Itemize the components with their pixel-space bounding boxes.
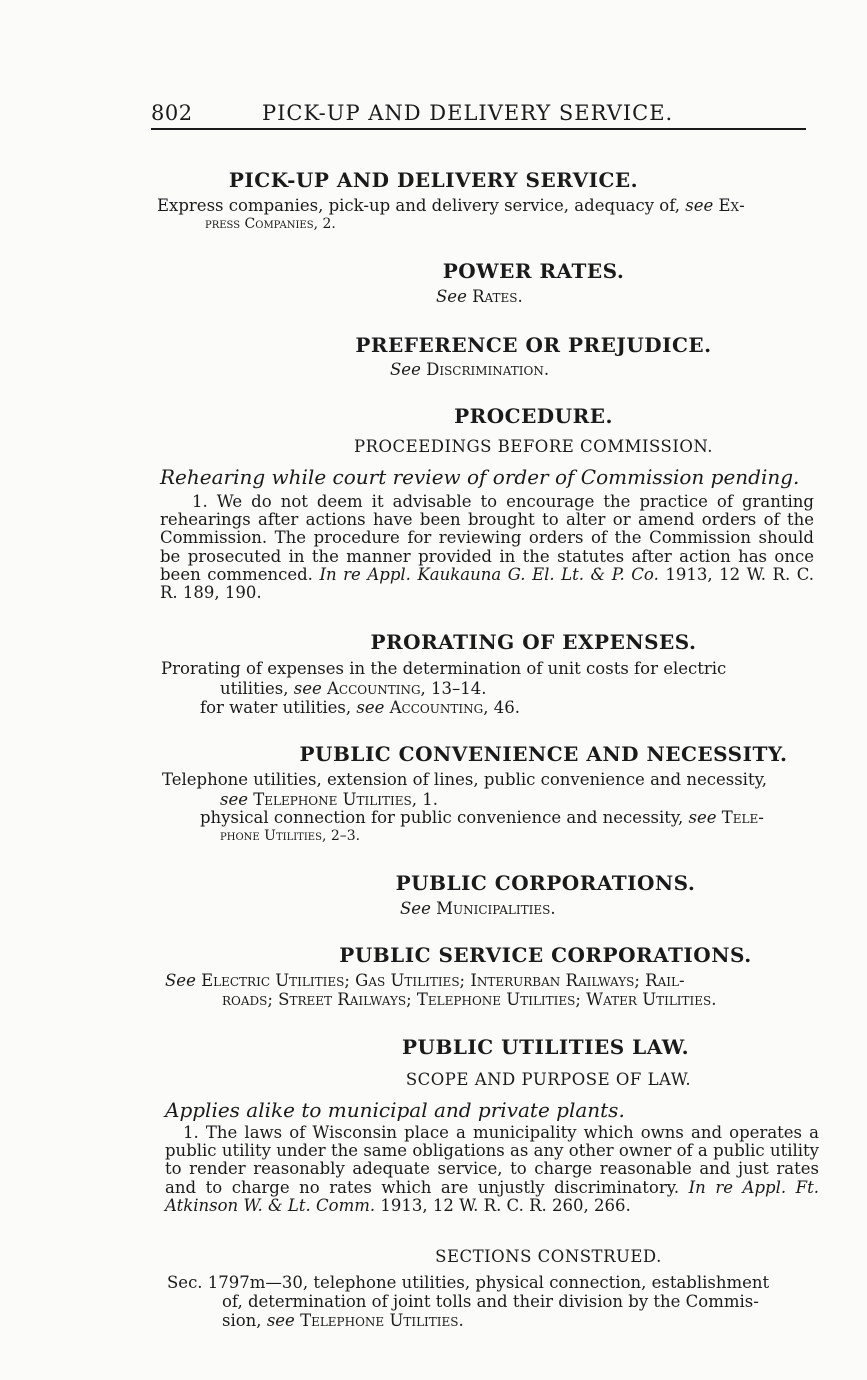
entry-text: Express companies, pick-up and delivery service, adequacy of, bbox=[157, 196, 680, 215]
cross-ref-number: , 1. bbox=[411, 790, 438, 809]
heading-convenience: PUBLIC CONVENIENCE AND NECESSITY. bbox=[299, 742, 788, 766]
entry-sec-line2: of, determination of joint tolls and their division by the Commis- bbox=[222, 1292, 759, 1311]
cross-ref: Telephone Utilities. bbox=[300, 1311, 464, 1330]
entry-convenience-line1: Telephone utilities, extension of lines, public convenience and necessity, bbox=[162, 770, 767, 789]
see-ref: see bbox=[688, 808, 717, 827]
cross-ref-list: Electric Utilities; Gas Utilities; Interurban Railways; Rail- bbox=[201, 971, 685, 990]
see-ref: See bbox=[436, 287, 467, 306]
heading-procedure: PROCEDURE. bbox=[454, 404, 613, 428]
cross-ref-number: , 46. bbox=[483, 698, 520, 717]
cross-ref-number: , 13–14. bbox=[420, 679, 487, 698]
citation-ref: 1913, 12 W. R. C. R. 189, 190. bbox=[160, 564, 815, 603]
cross-ref: Ex- bbox=[718, 196, 745, 215]
cross-ref-list: roads; Street Railways; Telephone Utilities; Water Utilities. bbox=[222, 990, 717, 1009]
heading-utilities-law: PUBLIC UTILITIES LAW. bbox=[401, 1035, 690, 1059]
cross-ref: press Companies bbox=[205, 216, 314, 232]
cross-ref: Discrimination. bbox=[426, 360, 550, 379]
heading-service-corporations: PUBLIC SERVICE CORPORATIONS. bbox=[339, 943, 752, 967]
subheading-proceedings: PROCEEDINGS BEFORE COMMISSION. bbox=[354, 437, 713, 456]
cross-ref: Telephone Utilities bbox=[253, 790, 412, 809]
see-line-corporations bbox=[400, 899, 556, 918]
cross-ref: Accounting bbox=[389, 698, 484, 717]
cross-ref-number: , 2–3. bbox=[321, 828, 361, 844]
entry-prorating-line1: Prorating of expenses in the determination of unit costs for electric bbox=[161, 659, 727, 678]
cross-ref: phone Utilities bbox=[220, 828, 322, 844]
entry-prorating-line3 bbox=[200, 698, 520, 717]
topic-rehearing: Rehearing while court review of order of Commission pending. bbox=[160, 465, 800, 489]
paragraph-text: 1. The laws of Wisconsin place a municipality which owns and operates a public utility under the same obligations as any other owner of a public utility to render reasonably adequate service, to charge reasonable and just rates and to charge no rates which are unjustly discriminatory. bbox=[165, 1123, 819, 1197]
entry-pickup-line1 bbox=[157, 196, 745, 215]
citation-case: In re Appl. Kaukauna G. El. Lt. & P. Co. bbox=[319, 564, 659, 584]
entry-convenience-line4 bbox=[220, 828, 360, 844]
heading-power-rates: POWER RATES. bbox=[442, 259, 625, 283]
see-line-service-corps-2 bbox=[222, 990, 717, 1009]
see-ref: see bbox=[685, 196, 714, 215]
paragraph-applies-alike bbox=[165, 1124, 819, 1215]
see-ref: See bbox=[400, 899, 431, 918]
cross-ref: Tele- bbox=[721, 808, 764, 827]
entry-sec-line3 bbox=[222, 1311, 464, 1330]
see-line-service-corps-1 bbox=[165, 971, 685, 990]
subheading-sections-construed: SECTIONS CONSTRUED. bbox=[435, 1247, 662, 1266]
subheading-scope: SCOPE AND PURPOSE OF LAW. bbox=[405, 1070, 692, 1089]
see-line-power-rates bbox=[436, 287, 523, 306]
entry-prorating-line2 bbox=[220, 679, 487, 698]
entry-text: for water utilities, bbox=[200, 698, 352, 717]
cross-ref-number: , 2. bbox=[313, 216, 336, 232]
see-ref: see bbox=[293, 679, 322, 698]
see-ref: See bbox=[390, 360, 421, 379]
see-line-preference bbox=[390, 360, 549, 379]
heading-preference: PREFERENCE OR PREJUDICE. bbox=[355, 333, 712, 357]
entry-pickup-line2 bbox=[205, 216, 336, 232]
topic-applies-alike: Applies alike to municipal and private plants. bbox=[165, 1098, 625, 1122]
cross-ref: Accounting bbox=[326, 679, 421, 698]
see-ref: see bbox=[356, 698, 385, 717]
cross-ref: Rates. bbox=[472, 287, 523, 306]
see-ref: see bbox=[266, 1311, 295, 1330]
page-number: 802 bbox=[151, 101, 193, 125]
citation-case: In re Appl. Ft. Atkinson W. & Lt. Comm. bbox=[165, 1177, 819, 1215]
entry-text: sion, bbox=[222, 1311, 262, 1330]
cross-ref: Municipalities. bbox=[436, 899, 556, 918]
citation-ref: 1913, 12 W. R. C. R. 260, 266. bbox=[375, 1195, 631, 1215]
running-title: PICK-UP AND DELIVERY SERVICE. bbox=[262, 101, 674, 125]
entry-sec-line1: Sec. 1797m—30, telephone utilities, physical connection, establishment bbox=[167, 1273, 770, 1292]
entry-text: physical connection for public convenience and necessity, bbox=[200, 808, 684, 827]
entry-convenience-line2 bbox=[220, 790, 438, 809]
paragraph-text: 1. We do not deem it advisable to encourage the practice of granting rehearings after actions have been brought to alter or amend orders of the Commission. The procedure for reviewing orders of the Commission should be prosecuted in the manner provided in the statutes after action has once been commenced. bbox=[160, 492, 814, 584]
header-rule bbox=[151, 128, 806, 130]
entry-convenience-line3 bbox=[200, 808, 764, 827]
entry-text: utilities, bbox=[220, 679, 289, 698]
paragraph-rehearing bbox=[160, 493, 814, 602]
heading-prorating: PRORATING OF EXPENSES. bbox=[370, 630, 697, 654]
see-ref: See bbox=[165, 971, 196, 990]
see-ref: see bbox=[220, 790, 248, 809]
heading-corporations: PUBLIC CORPORATIONS. bbox=[395, 871, 696, 895]
heading-pickup: PICK-UP AND DELIVERY SERVICE. bbox=[228, 168, 639, 192]
